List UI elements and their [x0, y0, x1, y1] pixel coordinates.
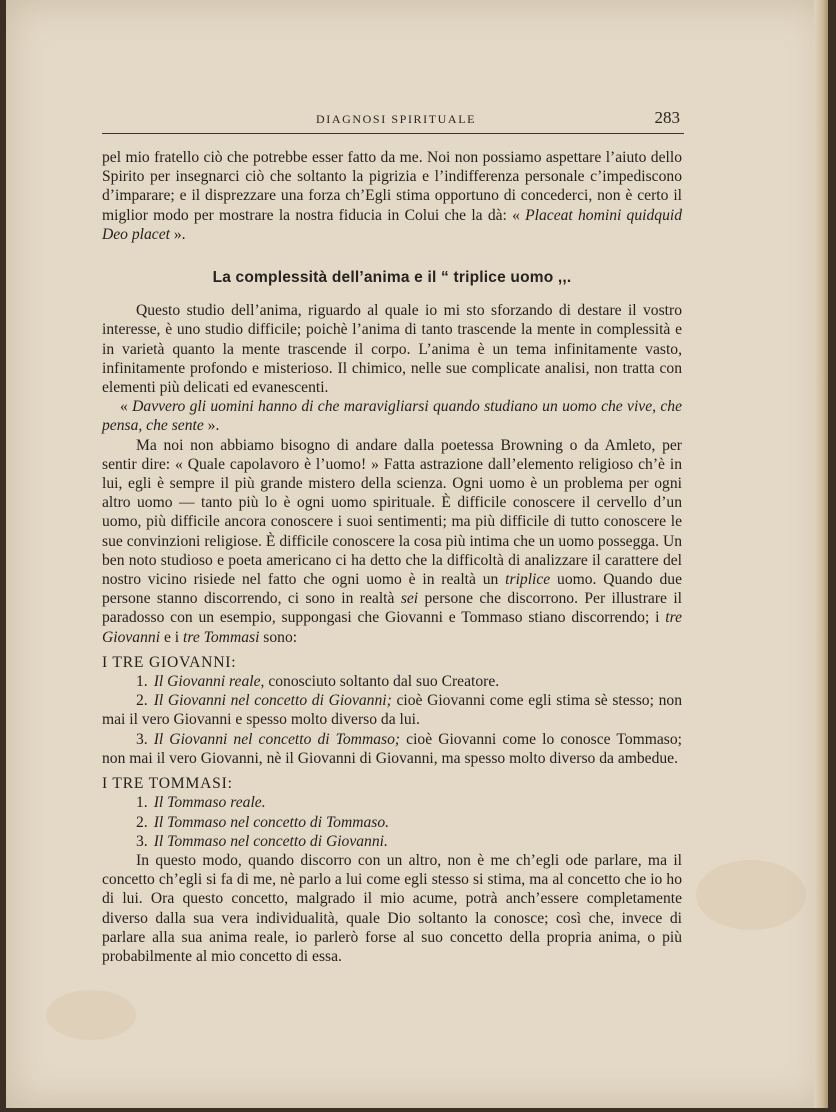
italic-word: triplice — [505, 571, 551, 589]
list-item-title: Il Giovanni nel concetto di Giovanni; — [153, 692, 392, 710]
list-number: 1. — [136, 794, 148, 812]
intro-paragraph — [102, 148, 682, 244]
intro-text: pel mio fratello ciò che potrebbe esser fatto da me. Noi non possiamo aspettare l’aiuto dello Spirito per insegnarci ciò che soltanto la pigrizia e l’indifferenza personale c’impediscono d’imparare; e il disprezzare una forza ch’Egli stima opportuno di concederci, non è certo il miglior modo per mostrare la nostra fiducia in Colui che la dà: « — [102, 149, 682, 224]
list-label: I TRE GIOVANNI: — [102, 653, 237, 671]
intro-text-end: ». — [169, 225, 186, 243]
list-label: I TRE TOMMASI: — [102, 775, 233, 793]
quotation — [102, 397, 682, 435]
paper-stain — [696, 860, 806, 930]
list-item-text: cioè Giovanni come lo conosce Tommaso; non mai il vero Giovanni, nè il Giovanni di Giovanni, ma spesso molto diverso da ambedue. — [102, 730, 682, 767]
list-item-title: Il Giovanni nel concetto di Tommaso; — [153, 730, 401, 748]
italic-word: tre Tommasi — [183, 628, 260, 646]
italic-word: tre Giovanni — [102, 609, 682, 646]
paragraph-text: Ma noi non abbiamo bisogno di andare dalla poetessa Browning o da Amleto, per sentir dire: « Quale capolavoro è l’uomo! » Fatta astrazione dall’elemento religioso ch’è in lui, egli è sempre il più grande mistero della scienza. Ogni uomo è un problema per ogni altro uomo — tanto più lo è ogni uomo spirituale. È difficile conoscere il cervello d’un uomo, più difficile ancora conoscere i suoi sentimenti; ma più difficile di tutto conoscere le sue convinzioni religiose. È difficile conoscere la cosa più intima che un uomo possegga. Un ben noto studioso e poeta americano ci ha detto che la difficoltà di analizzare il carattere del nostro vicino risiede nel fatto che ogni uomo è in realtà un — [102, 436, 682, 589]
list-item — [102, 832, 682, 851]
paragraph: In questo modo, quando discorro con un altro, non è me ch’egli ode parlare, ma il concetto ch’egli si fa di me, nè parlo a lui come egli stesso si stima, ma al concetto che io ho di lui. Ora questo concetto, malgrado il mio acume, potrà anch’essere completamente diverso dalla sua vera individualità, quale Dio soltanto la conosce; così che, invece di parlare alla sua anima reale, io parlerò forse al suo concetto della propria anima, o più probabilmente al mio concetto di essa. — [102, 851, 682, 965]
list-item — [102, 730, 682, 768]
running-header — [102, 107, 684, 134]
list-item — [102, 793, 682, 812]
section-heading: La complessità dell’anima e il “ triplice uomo ,,. — [212, 269, 572, 287]
list-item — [102, 691, 682, 729]
list-item-title: Il Tommaso nel concetto di Giovanni. — [153, 832, 388, 850]
page-number: 283 — [654, 108, 680, 127]
list-item-title: Il Tommaso nel concetto di Tommaso. — [153, 813, 390, 831]
list-number: 3. — [136, 730, 148, 748]
list-number: 2. — [136, 813, 148, 831]
list-item-text: cioè Giovanni come egli stima sè stesso; non mai il vero Giovanni e spesso molto diverso da lui. — [102, 692, 682, 729]
paragraph-text: e i — [160, 628, 183, 646]
list-item — [102, 672, 682, 691]
list-number: 2. — [136, 692, 148, 710]
paragraph: Questo studio dell’anima, riguardo al quale io mi sto sforzando di destare il vostro interesse, è uno studio difficile; poichè l’anima di tanto trascende la mente in complessità e in varietà quanto la mente trascende il corpo. L’anima è un tema infinitamente vasto, infinitamente profondo e misterioso. Il chimico, nelle sue complicate analisi, non tratta con elementi più delicati ed evanescenti. — [102, 302, 682, 397]
book-page — [6, 0, 828, 1108]
quote-text: Davvero gli uomini hanno di che maravigliarsi quando studiano un uomo che vive, che pensa, che sente — [102, 398, 682, 435]
paragraph-text: persone che discorrono. Per illustrare il paradosso con un esempio, suppongasi che Giovanni e Tommaso stiano discorrendo; i — [102, 590, 682, 627]
italic-word: sei — [400, 590, 419, 608]
latin-quote: Placeat homini quidquid Deo placet — [102, 206, 682, 243]
paragraph-text: uomo. Quando due persone stanno discorrendo, ci sono in realtà — [102, 571, 682, 608]
list-item — [102, 813, 682, 832]
running-title: DIAGNOSI SPIRITUALE — [316, 112, 477, 126]
list-number: 3. — [136, 832, 148, 850]
list-number: 1. — [136, 673, 148, 691]
main-text — [102, 148, 682, 966]
quote-open: « — [120, 398, 133, 416]
paper-stain — [46, 990, 136, 1040]
list-item-title: Il Giovanni reale, — [153, 673, 265, 691]
paragraph — [102, 436, 682, 647]
paragraph-text: sono: — [259, 628, 298, 646]
quote-close: ». — [203, 417, 220, 435]
page-spine-edge — [814, 0, 828, 1108]
list-item-text: conosciuto soltanto dal suo Creatore. — [264, 673, 500, 691]
list-item-title: Il Tommaso reale. — [153, 794, 266, 812]
